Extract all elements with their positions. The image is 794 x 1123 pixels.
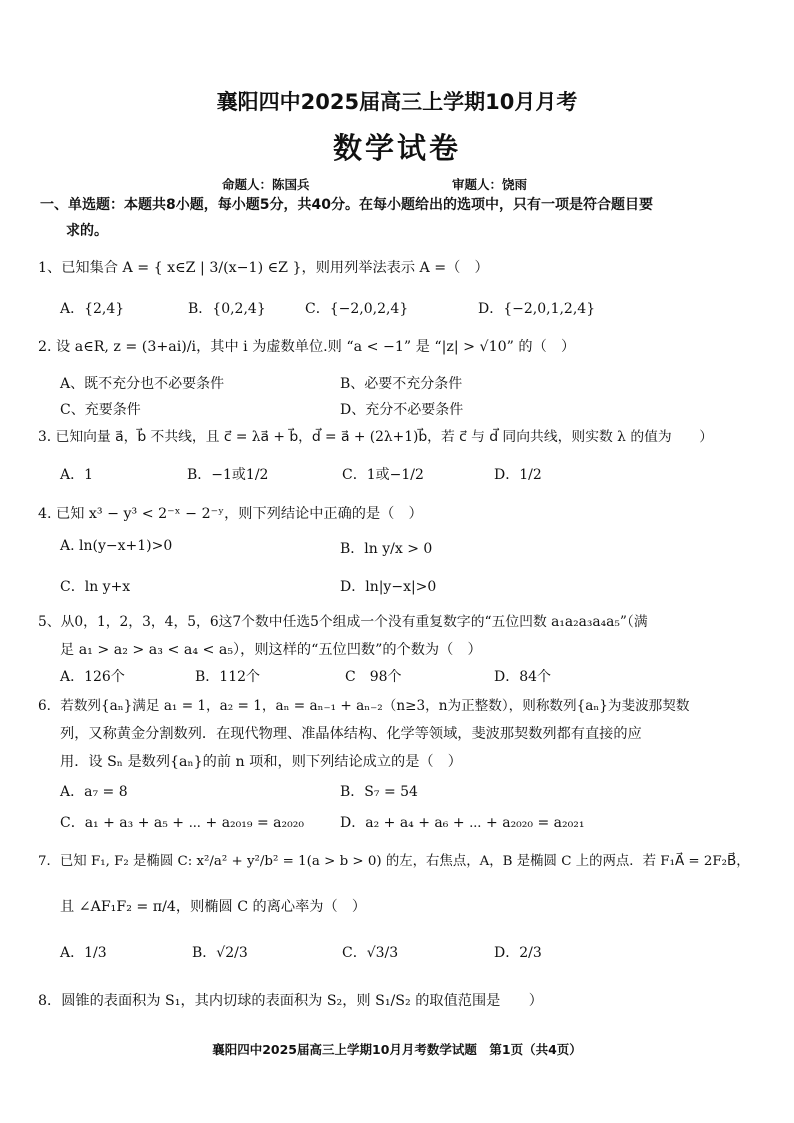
q4-option-c: C．ln y+x: [60, 579, 131, 595]
q3-option-b: B．−1或1/2: [187, 467, 269, 483]
q4-option-a: A. ln(y−x+1)>0: [60, 538, 173, 554]
question-6-stem-line3: 用．设 Sₙ 是数列{aₙ}的前 n 项和，则下列结论成立的是（ ）: [60, 754, 462, 770]
q2-option-a: A、既不充分也不必要条件: [60, 376, 225, 392]
question-1-stem: 1、已知集合 A = { x∈Z | 3/(x−1) ∈Z }，则用列举法表示 A =（ ）: [38, 260, 489, 276]
q3-option-d: D．1/2: [494, 467, 542, 483]
q7-option-b: B．√2/3: [192, 945, 248, 961]
exam-title: 襄阳四中2025届高三上学期10月月考: [216, 90, 578, 114]
q5-option-b: B．112个: [195, 669, 261, 685]
q1-option-c: C．{−2,0,2,4}: [305, 301, 409, 317]
question-5-stem-line2: 足 a₁ > a₂ > a₃ < a₄ < a₅），则这样的“五位凹数”的个数为（ ）: [60, 642, 482, 658]
q2-option-d: D、充分不必要条件: [340, 402, 464, 418]
exam-subject: 数学试卷: [332, 131, 461, 165]
q2-option-c: C、充要条件: [60, 402, 141, 418]
q6-option-d: D．a₂ + a₄ + a₆ + ⋯ + a₂₀₂₀ = a₂₀₂₁: [340, 815, 585, 831]
q4-option-b: B．ln y/x > 0: [340, 541, 433, 557]
q6-option-a: A．a₇ = 8: [60, 784, 128, 800]
q1-option-d: D．{−2,0,1,2,4}: [478, 301, 596, 317]
q4-option-d: D．ln|y−x|>0: [340, 579, 437, 595]
reviewer-label: 审题人：饶雨: [452, 177, 528, 192]
question-6-stem-line2: 列，又称黄金分割数列．在现代物理、准晶体结构、化学等领域，斐波那契数列都有直接的应: [60, 726, 642, 742]
question-5-stem-line1: 5、从0，1，2，3，4，5，6这7个数中任选5个组成一个没有重复数字的“五位凹数 a₁a₂a₃a₄a₅”（满: [38, 614, 648, 630]
q2-option-b: B、必要不充分条件: [340, 376, 463, 392]
q6-option-b: B．S₇ = 54: [340, 784, 418, 800]
author-label: 命题人：陈国兵: [222, 177, 310, 192]
q1-option-a: A．{2,4}: [60, 301, 125, 317]
q5-option-d: D．84个: [494, 669, 552, 685]
q3-option-c: C．1或−1/2: [342, 467, 424, 483]
question-4-stem: 4. 已知 x³ − y³ < 2⁻ˣ − 2⁻ʸ，则下列结论中正确的是（ ）: [38, 506, 423, 522]
q3-option-a: A．1: [60, 467, 94, 483]
section-heading-line2: 求的。: [66, 223, 108, 239]
q5-option-a: A．126个: [60, 669, 125, 685]
q7-option-c: C．√3/3: [342, 945, 399, 961]
page-footer: 襄阳四中2025届高三上学期10月月考数学试题 第1页（共4页）: [212, 1042, 582, 1057]
question-7-stem-line2: 且 ∠AF₁F₂ = π/4，则椭圆 C 的离心率为（ ）: [60, 899, 367, 915]
q5-option-c: C 98个: [345, 669, 402, 685]
q7-option-a: A．1/3: [60, 945, 107, 961]
q6-option-c: C．a₁ + a₃ + a₅ + ⋯ + a₂₀₁₉ = a₂₀₂₀: [60, 815, 304, 831]
q7-option-d: D．2/3: [494, 945, 542, 961]
question-2-stem: 2. 设 a∈R, z = (3+ai)/i，其中 i 为虚数单位.则 “a < −1” 是 “|z| > √10” 的（ ）: [38, 339, 576, 355]
question-8-stem: 8．圆锥的表面积为 S₁，其内切球的表面积为 S₂，则 S₁/S₂ 的取值范围是 ）: [38, 993, 543, 1009]
question-3-stem: 3. 已知向量 a⃗，b⃗ 不共线，且 c⃗ = λa⃗ + b⃗，d⃗ = a⃗ + (2λ+1)b⃗，若 c⃗ 与 d⃗ 同向共线，则实数 λ 的值为 ）: [38, 429, 714, 445]
question-6-stem-line1: 6．若数列{aₙ}满足 a₁ = 1，a₂ = 1，aₙ = aₙ₋₁ + aₙ₋₂（n≥3，n为正整数），则称数列{aₙ}为斐波那契数: [38, 698, 690, 714]
question-7-stem-line1: 7．已知 F₁, F₂ 是椭圆 C: x²/a² + y²/b² = 1(a > b > 0) 的左，右焦点，A，B 是椭圆 C 上的两点．若 F₁A⃗ = 2F₂B⃗，: [38, 854, 750, 869]
section-heading-line1: 一、单选题：本题共8小题，每小题5分，共40分。在每小题给出的选项中，只有一项是符合题目要: [40, 197, 653, 213]
q1-option-b: B．{0,2,4}: [188, 301, 266, 317]
